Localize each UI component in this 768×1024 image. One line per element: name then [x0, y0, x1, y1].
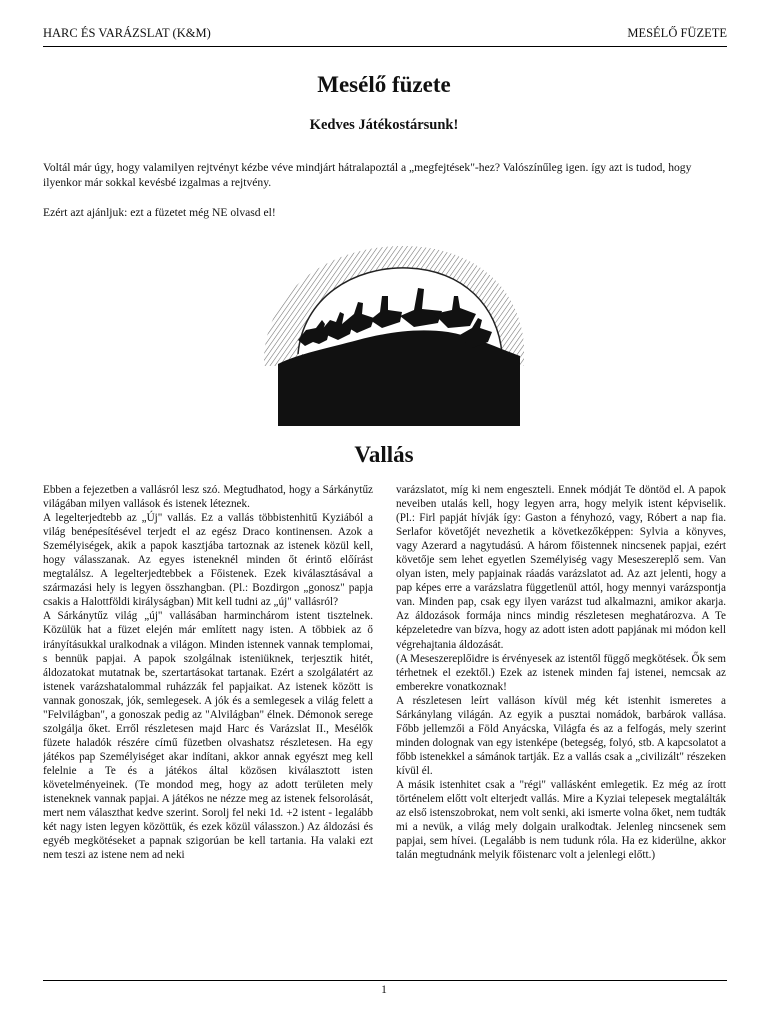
page-title: Mesélő füzete: [317, 72, 451, 97]
section-title: Vallás: [354, 442, 414, 467]
paragraph: (A Meseszereplőidre is érvényesek az istentől függő megkötések. Ők sem térhetnek el ezektől.) Ezek az istenek minden faj istenei, nemcsak az emberekre vonatkoznak!: [396, 652, 726, 693]
paragraph: A Sárkánytűz világ „új" vallásában harminchárom istent tisztelnek. Közülük hat a füzet elején már említett nagy isten. A többiek az ő irányításukkal uralkodnak a világon. Minden istennek vannak templomai, s bennük papjai. A papok szolgálnak isteniüknek, terjesztik hitét, áldozatokat mutatnak be, szertartásokat tartanak. Ezért a szolgálatért az istenek varázshatalommal ruházzák fel papjaikat. Az istenek között is vannak gonoszak, jók, semlegesek. A jók és a semlegesek a világ felett a "Felvilágban", a gonoszak pedig az "Alvilágban" élnek. Démonok serege szolgálja őket. Erről részletesen majd Harc és Varázslat II., Mesélők füzete haladók részére című füzetben olvashatsz részletesen. Ha egy játékos pap Személyiséget akar indítani, akkor annak egyészt meg kell felelnie a Te és a játékos által közösen kiválasztott isten követelményeinek. (Te mondod meg, hogy az adott területen mely isteneknek vannak papjai. A játékos ne nézze meg az istenek felsorolását, mert nem választhat kedve szerint. Sorolj fel neki 1d. +2 istent - legalább két nagy isten legyen közöttük, és ezek közül válasszon.) Az áldozási és egyéb megkötéseket a papnak szigorúan be kell tartania. Ha valaki ezt nem teszi az istene nem ad neki: [43, 610, 373, 862]
footer-rule: [43, 980, 727, 981]
text-column-left: [43, 483, 373, 971]
paragraph: A legelterjedtebb az „Új" vallás. Ez a vallás többistenhitű Kyziából a világ benépesítésével terjedt el az egész Draco kontinensen. Azok a Személyiségek, akik a papok kasztjába tartoznak az istenek közül kell, hogy válasszanak. Az egyes isteneknél minden őt érintő előírást megtalálsz. A legelterjedtebbek a Főistenek. Ezek kiválasztásával a származási hely is legyen összhangban. (Pl.: Bozdirgon „gonosz" papja csakis a Halottföldi királyságban) Mit kell tudni az „új" vallásról?: [43, 512, 373, 609]
greeting: Kedves Játékostársunk!: [309, 117, 459, 133]
header-right: MESÉLŐ FÜZETE: [627, 26, 727, 40]
riders-silhouette-illustration: [258, 236, 526, 426]
paragraph: A másik istenhitet csak a "régi" vallásként emlegetik. Ez még az írott történelem előtt volt elterjedt vallás. Mire a Kyziai telepesek megtalálták az első istenszobrokat, nem volt senki, aki ismerte volna őket, nem tudták mi a nevük, a világ mely dolgain uralkodtak. Jelenleg nincsenek sem papjai, sem hívei. (Legalább is nem tudunk róla. Ha ez kiderülne, akkor talán megtudnánk melyik főistenarc volt a jelenlegi előtt.): [396, 778, 726, 862]
running-header: [43, 26, 727, 47]
paragraph: Ebben a fejezetben a vallásról lesz szó. Megtudhatod, hogy a Sárkánytűz világában milyen vallások és istenek léteznek.: [43, 484, 373, 511]
intro-paragraph-2: Ezért azt ajánljuk: ezt a füzetet még NE olvasd el!: [43, 206, 276, 219]
text-column-right: [396, 483, 726, 971]
header-left: HARC ÉS VARÁZSLAT (K&M): [43, 26, 211, 40]
paragraph: A részletesen leírt valláson kívül még két istenhit ismeretes a Sárkánylang világán. Az egyik a pusztai nomádok, barbárok vallása. Főbb jellemzői a Föld Anyácska, Világfa és az a felfogás, mely szerint minden dolognak van egy istenképe (betegség, folyó, stb. A kapcsolatot a főbb istenekkel a sámánok tartják. Ez a vallás csak a „civilizált" részeken kívül él.: [396, 694, 726, 777]
page-number: 1: [381, 984, 387, 996]
intro-paragraph-1: Voltál már úgy, hogy valamilyen rejtvényt kézbe véve mindjárt hátralapoztál a „megfejtések"-hez? Valószínűleg igen. így azt is tudod, hogy ilyenkor már sokkal kevésbé izgalmas a rejtvény.: [43, 161, 692, 189]
paragraph: varázslatot, míg ki nem engeszteli. Ennek módját Te döntöd el. A papok neveiben utalás kell, hogy legyen arra, hogy melyik istent képviselik. (Pl.: Firl papját hívják így: Gaston a fényhozó, vagy, Róbert a nap fia. Serlafor követőjét nevezhetik a következőképpen: Sylvia a könyves, vagy Azerard a nagytudású. A három főistennek nincsenek papjai, ezért követője sem lehet egyetlen Személyiség vagy Meseszereplő sem. Van olyan isten, mely papjainak ráadás varázslatot ad. Az azt jelenti, hogy a pap képes erre a varázslatra függetlenül attól, hogy mennyi varázspontja van. Minden pap, csak egy ilyen varázst tud alkalmazni, amikor akarja. Az áldozások formája nincs mindig részletesen meghatározva. A Te képzeletedre van bízva, hogy az adott isten adott papjának mi módon kell végrehajtania áldozását.: [396, 484, 726, 651]
